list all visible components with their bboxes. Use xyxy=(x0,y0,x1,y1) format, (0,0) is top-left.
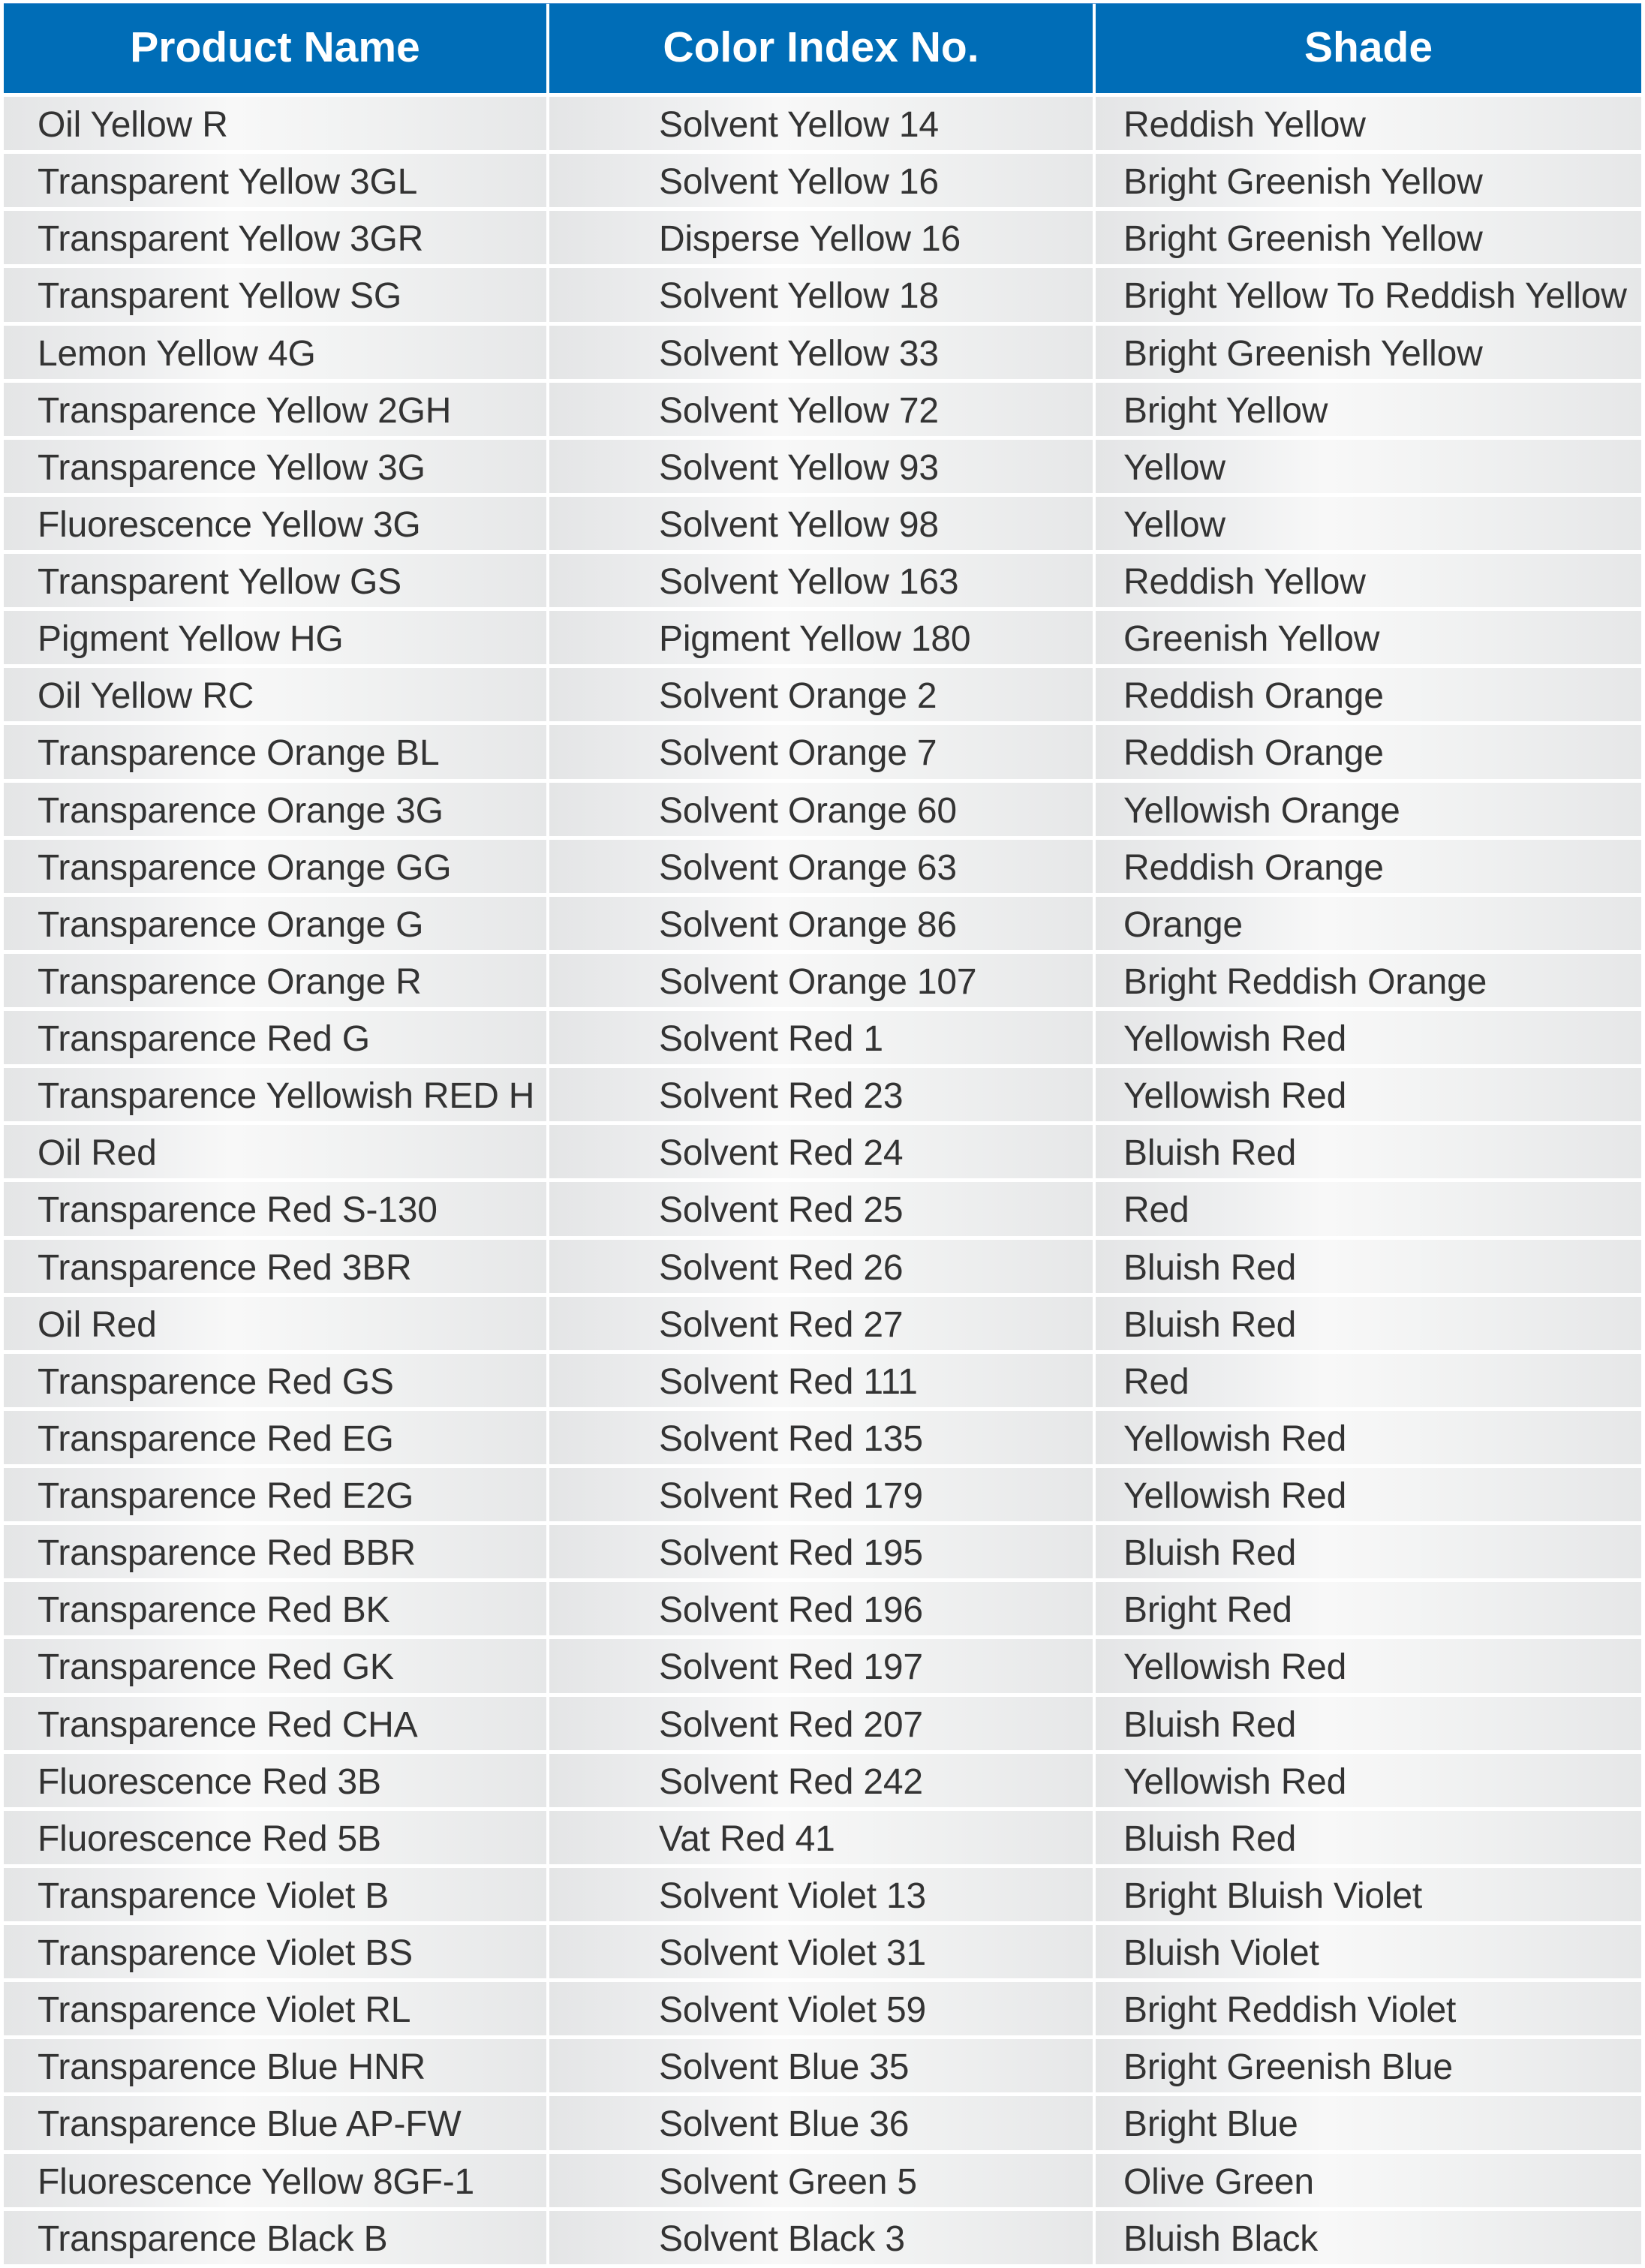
product-name-cell: Oil Yellow R xyxy=(4,97,546,150)
product-name-cell: Transparence Blue HNR xyxy=(4,2039,546,2092)
table-row xyxy=(4,1011,1641,1064)
table-row xyxy=(4,2096,1641,2149)
color-index-cell: Solvent Orange 7 xyxy=(549,725,1093,778)
product-name-cell: Transparence Orange G xyxy=(4,897,546,950)
shade-cell: Bright Bluish Violet xyxy=(1096,1868,1641,1921)
table-row xyxy=(4,1697,1641,1750)
column-header-color-index-no: Color Index No. xyxy=(549,4,1093,93)
shade-cell: Yellowish Red xyxy=(1096,1468,1641,1521)
table-row xyxy=(4,497,1641,550)
color-index-cell: Vat Red 41 xyxy=(549,1811,1093,1864)
table-row xyxy=(4,1354,1641,1407)
product-name-cell: Transparence Red G xyxy=(4,1011,546,1064)
product-name-cell: Fluorescence Red 5B xyxy=(4,1811,546,1864)
table-row xyxy=(4,725,1641,778)
product-name-cell: Transparence Orange R xyxy=(4,954,546,1007)
product-name-cell: Transparent Yellow SG xyxy=(4,268,546,321)
color-index-cell: Solvent Yellow 33 xyxy=(549,326,1093,379)
color-index-cell: Solvent Yellow 18 xyxy=(549,268,1093,321)
shade-cell: Bright Reddish Violet xyxy=(1096,1982,1641,2035)
color-index-cell: Solvent Orange 107 xyxy=(549,954,1093,1007)
product-name-cell: Oil Red xyxy=(4,1297,546,1350)
product-name-cell: Transparence Orange 3G xyxy=(4,783,546,836)
shade-cell: Bluish Red xyxy=(1096,1525,1641,1578)
table-row xyxy=(4,211,1641,264)
shade-cell: Bright Reddish Orange xyxy=(1096,954,1641,1007)
color-index-cell: Solvent Yellow 98 xyxy=(549,497,1093,550)
shade-cell: Reddish Orange xyxy=(1096,668,1641,721)
shade-cell: Bright Yellow To Reddish Yellow xyxy=(1096,268,1641,321)
shade-cell: Yellowish Red xyxy=(1096,1639,1641,1692)
shade-cell: Red xyxy=(1096,1182,1641,1235)
shade-cell: Yellowish Red xyxy=(1096,1068,1641,1121)
table-row xyxy=(4,954,1641,1007)
color-index-cell: Solvent Yellow 93 xyxy=(549,440,1093,493)
color-index-cell: Solvent Red 135 xyxy=(549,1411,1093,1464)
table-row xyxy=(4,1925,1641,1978)
product-name-cell: Transparence Black B xyxy=(4,2211,546,2264)
shade-cell: Reddish Yellow xyxy=(1096,554,1641,607)
shade-cell: Bright Greenish Blue xyxy=(1096,2039,1641,2092)
shade-cell: Bluish Violet xyxy=(1096,1925,1641,1978)
color-index-cell: Solvent Red 207 xyxy=(549,1697,1093,1750)
product-name-cell: Transparence Yellow 3G xyxy=(4,440,546,493)
color-index-cell: Solvent Orange 2 xyxy=(549,668,1093,721)
shade-cell: Yellow xyxy=(1096,440,1641,493)
product-name-cell: Transparence Red BK xyxy=(4,1582,546,1635)
shade-cell: Red xyxy=(1096,1354,1641,1407)
shade-cell: Bluish Red xyxy=(1096,1297,1641,1350)
table-row xyxy=(4,1297,1641,1350)
table-row xyxy=(4,1411,1641,1464)
table-row xyxy=(4,1582,1641,1635)
product-name-cell: Oil Yellow RC xyxy=(4,668,546,721)
table-row xyxy=(4,1525,1641,1578)
table-row xyxy=(4,1468,1641,1521)
color-index-cell: Solvent Violet 59 xyxy=(549,1982,1093,2035)
color-index-cell: Solvent Red 26 xyxy=(549,1240,1093,1293)
shade-cell: Bluish Red xyxy=(1096,1811,1641,1864)
product-name-cell: Transparent Yellow 3GR xyxy=(4,211,546,264)
shade-cell: Bright Greenish Yellow xyxy=(1096,211,1641,264)
table-row xyxy=(4,97,1641,150)
shade-cell: Bright Red xyxy=(1096,1582,1641,1635)
color-index-cell: Solvent Orange 86 xyxy=(549,897,1093,950)
color-index-cell: Solvent Red 195 xyxy=(549,1525,1093,1578)
shade-cell: Bluish Black xyxy=(1096,2211,1641,2264)
product-name-cell: Transparence Blue AP-FW xyxy=(4,2096,546,2149)
product-name-cell: Transparent Yellow 3GL xyxy=(4,154,546,207)
product-name-cell: Transparence Red GK xyxy=(4,1639,546,1692)
shade-cell: Reddish Yellow xyxy=(1096,97,1641,150)
shade-cell: Yellowish Red xyxy=(1096,1411,1641,1464)
table-row xyxy=(4,554,1641,607)
table-row xyxy=(4,1868,1641,1921)
product-name-cell: Transparence Red CHA xyxy=(4,1697,546,1750)
product-name-cell: Lemon Yellow 4G xyxy=(4,326,546,379)
shade-cell: Reddish Orange xyxy=(1096,725,1641,778)
color-index-cell: Solvent Black 3 xyxy=(549,2211,1093,2264)
table-row xyxy=(4,440,1641,493)
table-row xyxy=(4,611,1641,664)
product-name-cell: Transparence Red GS xyxy=(4,1354,546,1407)
shade-cell: Yellow xyxy=(1096,497,1641,550)
color-index-cell: Solvent Red 196 xyxy=(549,1582,1093,1635)
product-name-cell: Transparence Red E2G xyxy=(4,1468,546,1521)
shade-cell: Orange xyxy=(1096,897,1641,950)
table-row xyxy=(4,1182,1641,1235)
table-row xyxy=(4,154,1641,207)
color-index-cell: Solvent Blue 36 xyxy=(549,2096,1093,2149)
shade-cell: Greenish Yellow xyxy=(1096,611,1641,664)
table-row xyxy=(4,268,1641,321)
color-index-cell: Solvent Red 1 xyxy=(549,1011,1093,1064)
color-index-cell: Solvent Orange 60 xyxy=(549,783,1093,836)
color-index-cell: Solvent Yellow 72 xyxy=(549,383,1093,436)
table-row xyxy=(4,2039,1641,2092)
product-name-cell: Transparence Yellowish RED H xyxy=(4,1068,546,1121)
color-index-cell: Solvent Red 111 xyxy=(549,1354,1093,1407)
color-index-cell: Solvent Red 179 xyxy=(549,1468,1093,1521)
table-row xyxy=(4,2154,1641,2207)
product-name-cell: Transparence Violet BS xyxy=(4,1925,546,1978)
product-name-cell: Transparent Yellow GS xyxy=(4,554,546,607)
table-row xyxy=(4,2211,1641,2264)
table-row xyxy=(4,668,1641,721)
product-name-cell: Transparence Violet RL xyxy=(4,1982,546,2035)
shade-cell: Bright Greenish Yellow xyxy=(1096,326,1641,379)
table-row xyxy=(4,1982,1641,2035)
product-name-cell: Transparence Red S-130 xyxy=(4,1182,546,1235)
product-name-cell: Transparence Red 3BR xyxy=(4,1240,546,1293)
shade-cell: Reddish Orange xyxy=(1096,840,1641,893)
product-name-cell: Transparence Red EG xyxy=(4,1411,546,1464)
shade-cell: Yellowish Orange xyxy=(1096,783,1641,836)
product-name-cell: Transparence Red BBR xyxy=(4,1525,546,1578)
column-header-shade: Shade xyxy=(1096,4,1641,93)
color-index-cell: Pigment Yellow 180 xyxy=(549,611,1093,664)
table-row xyxy=(4,1811,1641,1864)
color-index-cell: Solvent Red 197 xyxy=(549,1639,1093,1692)
color-index-cell: Solvent Yellow 163 xyxy=(549,554,1093,607)
shade-cell: Bright Blue xyxy=(1096,2096,1641,2149)
product-table xyxy=(4,3,1641,2264)
product-name-cell: Transparence Violet B xyxy=(4,1868,546,1921)
column-header-product-name: Product Name xyxy=(4,4,546,93)
color-index-cell: Solvent Violet 13 xyxy=(549,1868,1093,1921)
product-name-cell: Fluorescence Red 3B xyxy=(4,1754,546,1807)
shade-cell: Bluish Red xyxy=(1096,1125,1641,1178)
shade-cell: Bright Yellow xyxy=(1096,383,1641,436)
shade-cell: Bluish Red xyxy=(1096,1240,1641,1293)
product-name-cell: Oil Red xyxy=(4,1125,546,1178)
table-row xyxy=(4,840,1641,893)
table-row xyxy=(4,383,1641,436)
shade-cell: Bluish Red xyxy=(1096,1697,1641,1750)
color-index-cell: Solvent Yellow 14 xyxy=(549,97,1093,150)
color-index-cell: Solvent Orange 63 xyxy=(549,840,1093,893)
product-name-cell: Pigment Yellow HG xyxy=(4,611,546,664)
color-index-cell: Solvent Red 242 xyxy=(549,1754,1093,1807)
color-index-cell: Solvent Green 5 xyxy=(549,2154,1093,2207)
shade-cell: Yellowish Red xyxy=(1096,1754,1641,1807)
table-row xyxy=(4,897,1641,950)
table-row xyxy=(4,1068,1641,1121)
table-row xyxy=(4,326,1641,379)
product-name-cell: Transparence Orange GG xyxy=(4,840,546,893)
table-row xyxy=(4,1125,1641,1178)
product-name-cell: Fluorescence Yellow 8GF-1 xyxy=(4,2154,546,2207)
color-index-cell: Solvent Red 23 xyxy=(549,1068,1093,1121)
table-body xyxy=(4,93,1641,2264)
shade-cell: Olive Green xyxy=(1096,2154,1641,2207)
color-index-cell: Solvent Red 27 xyxy=(549,1297,1093,1350)
product-name-cell: Transparence Orange BL xyxy=(4,725,546,778)
color-index-cell: Solvent Yellow 16 xyxy=(549,154,1093,207)
product-name-cell: Transparence Yellow 2GH xyxy=(4,383,546,436)
product-name-cell: Fluorescence Yellow 3G xyxy=(4,497,546,550)
shade-cell: Bright Greenish Yellow xyxy=(1096,154,1641,207)
color-index-cell: Solvent Red 25 xyxy=(549,1182,1093,1235)
table-row xyxy=(4,1639,1641,1692)
table-header-row xyxy=(4,3,1641,93)
table-row xyxy=(4,783,1641,836)
color-index-cell: Disperse Yellow 16 xyxy=(549,211,1093,264)
table-row xyxy=(4,1240,1641,1293)
color-index-cell: Solvent Blue 35 xyxy=(549,2039,1093,2092)
color-index-cell: Solvent Red 24 xyxy=(549,1125,1093,1178)
color-index-cell: Solvent Violet 31 xyxy=(549,1925,1093,1978)
shade-cell: Yellowish Red xyxy=(1096,1011,1641,1064)
table-row xyxy=(4,1754,1641,1807)
